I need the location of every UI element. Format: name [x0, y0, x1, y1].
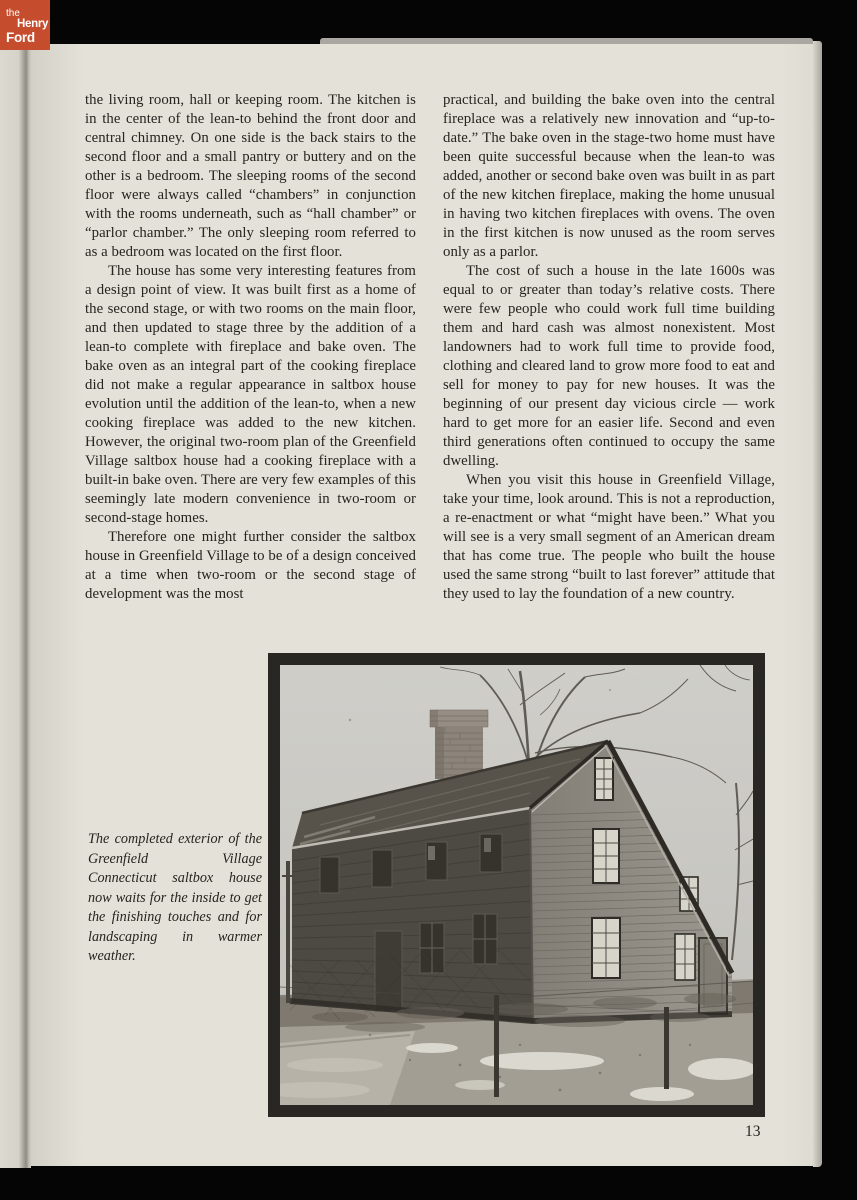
saltbox-house-photo — [268, 653, 765, 1117]
text-column-left — [85, 91, 416, 604]
chimney — [430, 710, 488, 779]
page-right-edge — [813, 41, 822, 1167]
page-number: 13 — [745, 1123, 761, 1140]
logo-the: the — [6, 8, 20, 19]
saltbox-house-illustration — [280, 665, 753, 1105]
text-column-right — [443, 91, 775, 604]
paragraph: The cost of such a house in the late 1600s was equal to or greater than today’s relative costs. There were few people who could work full time building them and hard cash was almost nonexistent. Most landowners had to work full time to provide food, clothing and cleared land to grow more food to eat and sell for money to pay for new houses. It was the beginning of our present day vicious circle — work hard to get more for an easier life. Second and even third generations often continued to occupy the same dwelling. — [443, 263, 775, 469]
fence-post — [664, 1007, 669, 1089]
utility-pole — [286, 861, 290, 1003]
logo-ford: Ford — [6, 30, 35, 45]
photo-caption: The completed exterior of the Greenfield Village Connecticut saltbox house now waits for the inside to get the finishing touches and for landscaping in warmer weather. — [88, 831, 262, 964]
the-henry-ford-logo — [0, 0, 50, 50]
logo-henry: Henry — [17, 18, 49, 30]
facing-page-sliver — [0, 0, 31, 1168]
page — [31, 44, 813, 1166]
paragraph: practical, and building the bake oven into the central fireplace was a relatively new innovation and “up-to-date.” The bake oven in the stage-two home must have been quite successful because when the lean-to was added, another or second bake oven was built in as part of the new kitchen fireplace, making the home unusual in having two kitchen fireplaces with ovens. The oven in the first kitchen is now unused as the room serves only as a parlor. — [443, 92, 775, 260]
paragraph: The house has some very interesting features from a design point of view. It was built first as a home of the second stage, or with two rooms on the main floor, and then updated to stage three by the addition of a lean-to complete with fireplace and bake oven. The bake oven as an integral part of the cooking fireplace did not make a regular appearance in saltbox house evolution until the addition of the lean-to, when a new cooking fireplace was added to the new kitchen. However, the original two-room plan of the Greenfield Village saltbox house had a cooking fireplace with a built-in bake oven. There are very few examples of this seemingly late modern convenience in two-room or second-stage homes. — [85, 263, 416, 526]
front-door — [375, 931, 402, 1011]
paragraph: Therefore one might further consider the saltbox house in Greenfield Village to be of a design conceived at a time when two-room or the second stage of development was the most — [85, 529, 416, 602]
paragraph: When you visit this house in Greenfield Village, take your time, look around. This is not a reproduction, a re-enactment or what “might have been.” What you will see is a very small segment of an American dream that has come true. The people who built the house used the same strong “built to last forever” attitude that they used to lay the foundation of a new country. — [443, 472, 775, 602]
fence-post — [494, 995, 499, 1097]
paragraph: the living room, hall or keeping room. The kitchen is in the center of the lean-to behind the front door and central chimney. On one side is the back stairs to the second floor and a small pantry or buttery and on the other is a bedroom. The sleeping rooms of the second floor were always called “chambers” in conjunction with the rooms underneath, such as “hall chamber” or “parlor chamber.” The only sleeping room referred to as a bedroom was located on the first floor. — [85, 92, 416, 260]
